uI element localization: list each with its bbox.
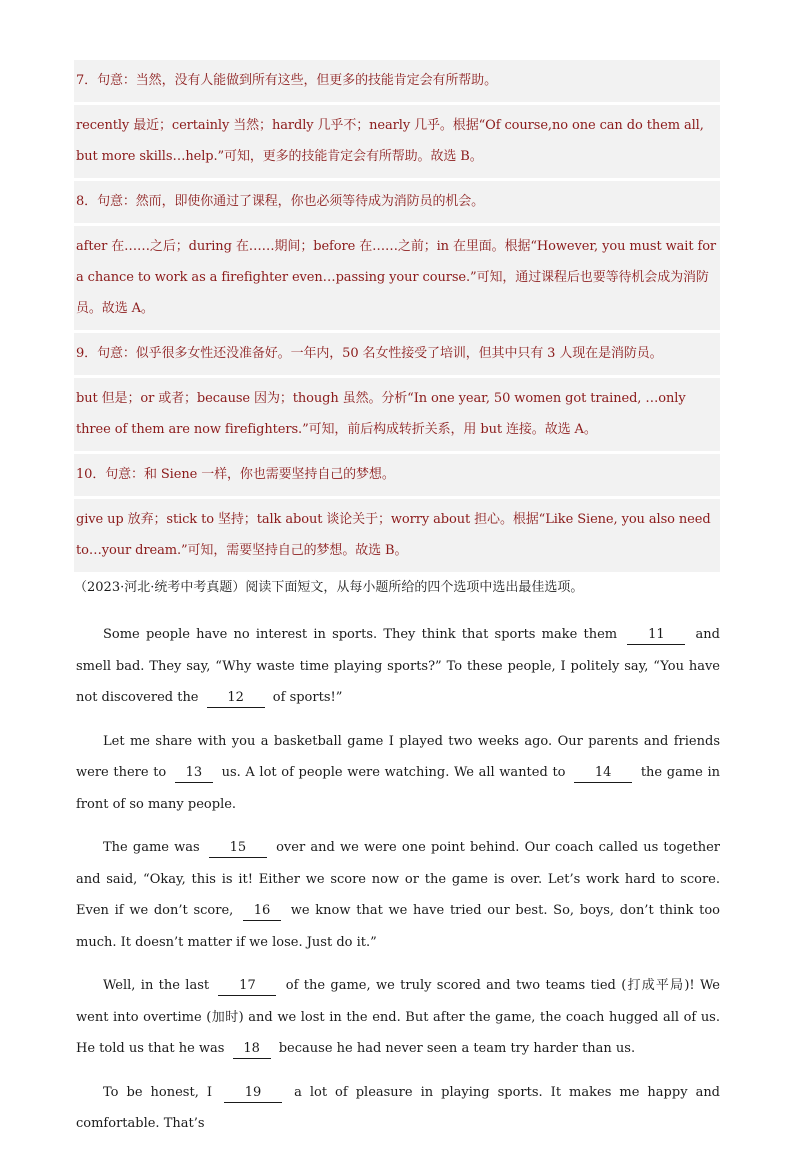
explanation-answer-8: after 在……之后；during 在……期间；before 在……之前；in 在里面。根据“However, you must wait for a chance to work as a firefighter even…passing your course.”可知，通过课程后也要等待机会成为消防员。故选 A。 (74, 226, 720, 330)
paragraph-text: we know that we have tried our best. So, boys, don’t think too much. It doesn’t matter if we lose. Just do it.” (76, 903, 720, 950)
passage-paragraph-5 (76, 1077, 720, 1140)
blank-13: 13 (175, 764, 213, 783)
explanation-answer-7: recently 最近；certainly 当然；hardly 几乎不；nearly 几乎。根据“Of course,no one can do them all, but more skills…help.”可知，更多的技能肯定会有所帮助。故选 B。 (74, 105, 720, 178)
passage-paragraph-2 (76, 726, 720, 821)
explanation-answer-10: give up 放弃；stick to 坚持；talk about 谈论关于；worry about 担心。根据“Like Siene, you also need to…your dream.”可知，需要坚持自己的梦想。故选 B。 (74, 499, 720, 572)
reading-passage (76, 619, 720, 1152)
blank-12: 12 (207, 689, 265, 708)
paragraph-text: a lot of pleasure in playing sports. It makes me happy and comfortable. That’s (76, 1084, 721, 1131)
explanation-question-8: 8．句意：然而，即使你通过了课程，你也必须等待成为消防员的机会。 (74, 181, 720, 223)
blank-15: 15 (209, 839, 267, 858)
exam-source-instruction: （2023·河北·统考中考真题）阅读下面短文，从每小题所给的四个选项中选出最佳选项。 (74, 580, 584, 595)
paragraph-text: Well, in the last (103, 978, 210, 993)
explanation-question-9: 9．句意：似乎很多女性还没准备好。一年内，50 名女性接受了培训，但其中只有 3 人现在是消防员。 (74, 333, 720, 375)
blank-11: 11 (627, 626, 685, 645)
paragraph-text: Some people have no interest in sports. They think that sports make them (103, 627, 618, 642)
answer-explanations (74, 60, 720, 575)
paragraph-text: Let me share with you a basketball game I played two weeks ago. Our parents and friends were there to (76, 733, 720, 780)
paragraph-text: of the game, we truly scored and two teams tied (打成平局)! We went into overtime (加时) and we lost in the end. But after the game, the coach hugged all of us. He told us that he was (76, 978, 720, 1056)
passage-paragraph-3 (76, 832, 720, 958)
paragraph-text: the game in front of so many people. (76, 765, 721, 812)
explanation-question-10: 10．句意：和 Siene 一样，你也需要坚持自己的梦想。 (74, 454, 720, 496)
blank-14: 14 (574, 764, 632, 783)
paragraph-text: and smell bad. They say, “Why waste time playing sports?” To these people, I politely say, “You have not discovered the (76, 627, 720, 705)
blank-18: 18 (233, 1040, 271, 1059)
paragraph-text: over and we were one point behind. Our coach called us together and said, “Okay, this is it! Either we score now or the game is over. Let’s work hard to score. Even if we don’t score, (76, 840, 720, 918)
passage-paragraph-1 (76, 619, 720, 714)
paragraph-text: of sports!” (272, 690, 343, 705)
paragraph-text: The game was (103, 840, 200, 855)
blank-17: 17 (218, 977, 276, 996)
paragraph-text: us. A lot of people were watching. We all wanted to (221, 765, 566, 780)
blank-19: 19 (224, 1084, 282, 1103)
explanation-answer-9: but 但是；or 或者；because 因为；though 虽然。分析“In one year, 50 women got trained, …only three of them are now firefighters.”可知，前后构成转折关系，用 but 连接。故选 A。 (74, 378, 720, 451)
paragraph-text: because he had never seen a team try harder than us. (278, 1041, 636, 1056)
paragraph-text: To be honest, I (103, 1084, 212, 1100)
blank-16: 16 (243, 902, 281, 921)
passage-paragraph-4 (76, 970, 720, 1065)
explanation-question-7: 7．句意：当然，没有人能做到所有这些，但更多的技能肯定会有所帮助。 (74, 60, 720, 102)
